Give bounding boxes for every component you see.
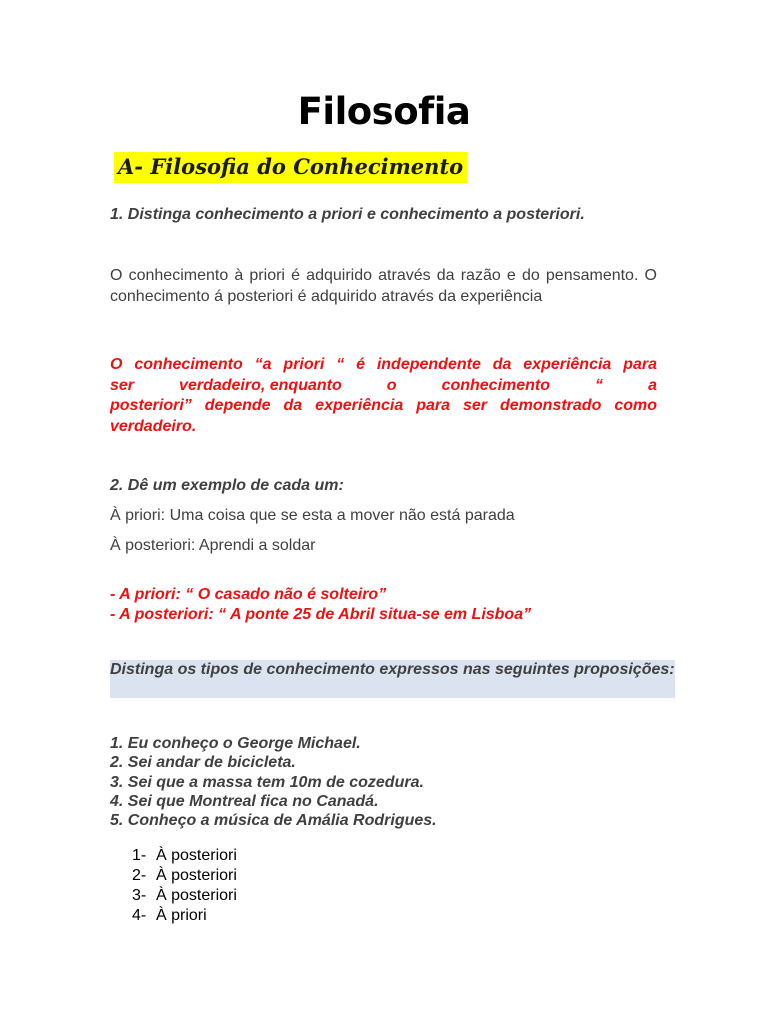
propositions-list [110,734,657,830]
red-word: o [386,376,397,394]
answer-item [132,866,237,886]
red-rest: posteriori” depende da experiência para ser demonstrado como verdadeiro. [110,397,657,435]
answers-list [132,846,237,926]
red-word: “ [595,376,604,394]
answer-text: À posteriori [156,847,237,864]
answer-item [132,906,237,926]
proposition-item: 5. Conheço a música de Amália Rodrigues. [110,812,437,830]
red-example-posteriori: - A posteriori: “ A ponte 25 de Abril situa-se em Lisboa” [110,606,532,623]
answer-item [132,886,237,906]
red-line-1: O conhecimento “a priori “ é independente da experiência para [110,356,657,373]
answer-number: 1- [132,847,147,864]
answer-number: 4- [132,907,147,924]
answer-text: À priori [156,907,207,924]
red-line-2 [110,376,657,397]
proposition-item: 4. Sei que Montreal fica no Canadá. [110,792,379,810]
question-3: Distinga os tipos de conhecimento expressos nas seguintes proposições: [110,661,675,678]
red-example-priori: - A priori: “ O casado não é solteiro” [110,586,387,603]
red-examples [110,585,657,625]
page-title: Filosofia [297,90,471,133]
question-1: 1. Distinga conhecimento a priori e conhecimento a posteriori. [110,206,585,223]
section-title: A- Filosofia do Conhecimento [114,152,467,183]
red-word: conhecimento [441,376,551,394]
answer-item [132,846,237,866]
answer-number: 2- [132,867,147,884]
answer-1-paragraph: O conhecimento à priori é adquirido através da razão e do pensamento. O conhecimento á posteriori é adquirido através da experiência [110,267,657,305]
red-word: a [648,376,657,394]
question-2: 2. Dê um exemplo de cada um: [110,477,344,494]
proposition-item: 2. Sei andar de bicicleta. [110,754,296,772]
proposition-item: 3. Sei que a massa tem 10m de cozedura. [110,773,424,791]
red-word: verdadeiro, enquanto [179,376,342,394]
example-priori: À priori: Uma coisa que se esta a mover não está parada [110,507,515,524]
answer-number: 3- [132,887,147,904]
answer-text: À posteriori [156,887,237,904]
proposition-item: 1. Eu conheço o George Michael. [110,735,361,752]
red-word: ser [110,376,135,394]
example-posteriori: À posteriori: Aprendi a soldar [110,537,316,554]
answer-text: À posteriori [156,867,237,884]
answer-1-red-paragraph [110,355,657,437]
